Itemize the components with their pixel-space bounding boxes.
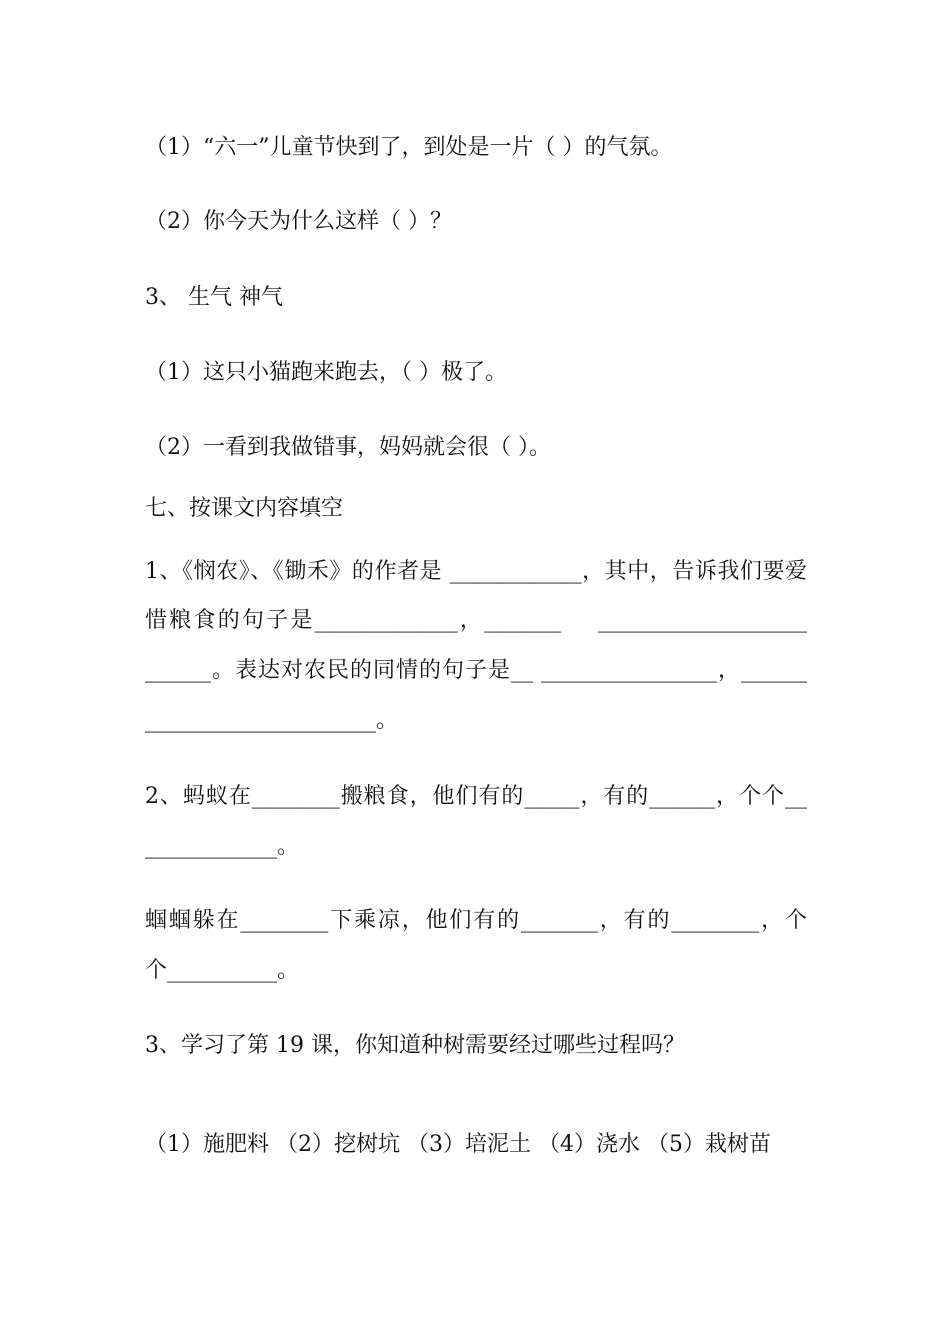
section-7-heading: 七、按课文内容填空 [145, 496, 344, 521]
fill-3-options: （1）施肥料 （2）挖树坑 （3）培泥土 （4）浇水 （5）栽树苗 [145, 1132, 771, 1157]
fill-1-line-4: _____________________。 [145, 708, 399, 733]
exercise-3-item-1: （1）这只小猫跑来跑去，（ ）极了。 [145, 360, 507, 385]
exercise-2-item-1: （1）“六一”儿童节快到了，到处是一片（ ）的气氛。 [145, 135, 673, 160]
fill-2-line-2: ____________。 [145, 834, 300, 859]
fill-2b-line-2: 个__________。 [145, 958, 300, 983]
exercise-3-item-2: （2）一看到我做错事，妈妈就会很（ ）。 [145, 435, 551, 460]
exercise-3-heading: 3、 生气 神气 [145, 285, 283, 310]
fill-1-line-3: ______。表达对农民的同情的句子是__ ________________，______ [145, 658, 807, 683]
fill-1-line-1: 1、《悯农》、《锄禾》的作者是 ____________，其中，告诉我们要爱 [145, 559, 807, 584]
fill-2-line-1: 2、蚂蚁在________搬粮食，他们有的_____，有的______，个个__ [145, 784, 807, 809]
fill-2b-line-1: 蝈蝈躲在________下乘凉，他们有的_______，有的________，个 [145, 908, 807, 933]
fill-3-question: 3、学习了第 19 课，你知道种树需要经过哪些过程吗？ [145, 1033, 685, 1058]
fill-1-line-2: 惜粮食的句子是_____________，_______ ___________________ [145, 608, 807, 633]
exercise-2-item-2: （2）你今天为什么这样（ ）？ [145, 209, 452, 234]
